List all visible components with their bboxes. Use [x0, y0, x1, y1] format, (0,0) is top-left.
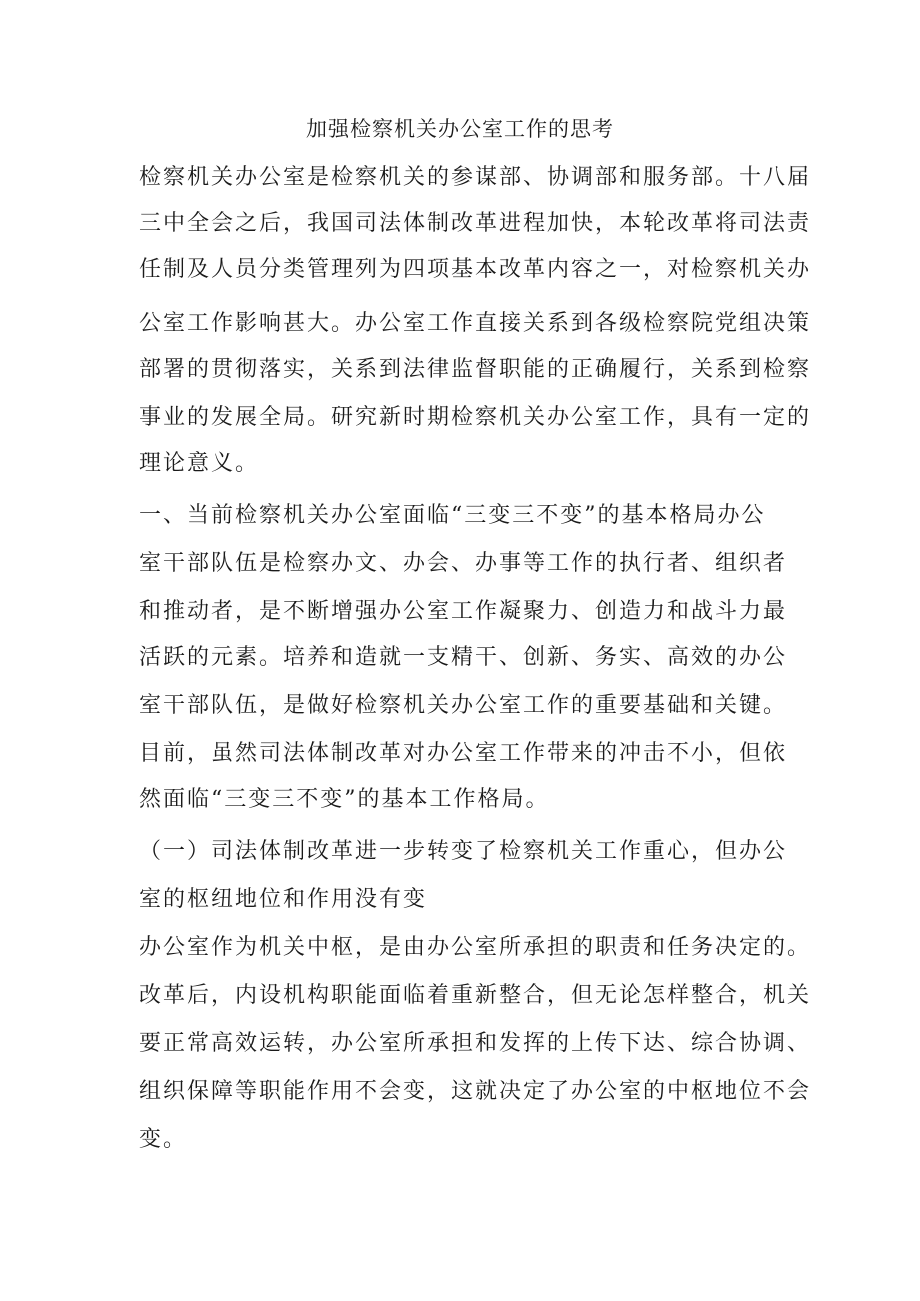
intro-line-4: 公室工作影响甚大。办公室工作直接关系到各级检察院党组决策: [139, 311, 812, 336]
section1-line-1: 一、当前检察机关办公室面临“三变三不变”的基本格局办公: [139, 503, 766, 528]
subsection1-heading-line-2: 室的枢纽地位和作用没有变: [139, 887, 428, 912]
section1-line-4: 活跃的元素。培养和造就一支精干、创新、务实、高效的办公: [139, 645, 788, 670]
section1-line-2: 室干部队伍是检察办文、办会、办事等工作的执行者、组织者: [139, 551, 788, 576]
intro-line-2: 三中全会之后，我国司法体制改革进程加快，本轮改革将司法责: [139, 211, 812, 236]
subsection1-body-line-3: 要正常高效运转，办公室所承担和发挥的上传下达、综合协调、: [139, 1031, 812, 1056]
subsection1-body-line-4: 组织保障等职能作用不会变，这就决定了办公室的中枢地位不会: [139, 1079, 812, 1104]
subsection1-heading-line-1: （一）司法体制改革进一步转变了检察机关工作重心，但办公: [139, 839, 788, 864]
subsection1-body-line-1: 办公室作为机关中枢，是由办公室所承担的职责和任务决定的。: [139, 935, 812, 960]
intro-line-5: 部署的贯彻落实，关系到法律监督职能的正确履行，关系到检察: [139, 357, 812, 382]
section1-line-7: 然面临“三变三不变”的基本工作格局。: [139, 787, 550, 812]
intro-line-6: 事业的发展全局。研究新时期检察机关办公室工作，具有一定的: [139, 405, 812, 430]
intro-line-3: 任制及人员分类管理列为四项基本改革内容之一，对检察机关办: [139, 257, 812, 282]
intro-line-1: 检察机关办公室是检察机关的参谋部、协调部和服务部。十八届: [139, 165, 812, 190]
intro-line-7: 理论意义。: [139, 451, 260, 476]
subsection1-body-line-5: 变。: [139, 1127, 188, 1152]
section1-line-3: 和推动者，是不断增强办公室工作凝聚力、创造力和战斗力最: [139, 599, 788, 624]
subsection1-body-line-2: 改革后，内设机构职能面临着重新整合，但无论怎样整合，机关: [139, 983, 812, 1008]
section1-line-6: 目前，虽然司法体制改革对办公室工作带来的冲击不小，但依: [139, 741, 788, 766]
document-title: 加强检察机关办公室工作的思考: [306, 117, 614, 141]
section1-line-5: 室干部队伍，是做好检察机关办公室工作的重要基础和关键。: [139, 693, 788, 718]
